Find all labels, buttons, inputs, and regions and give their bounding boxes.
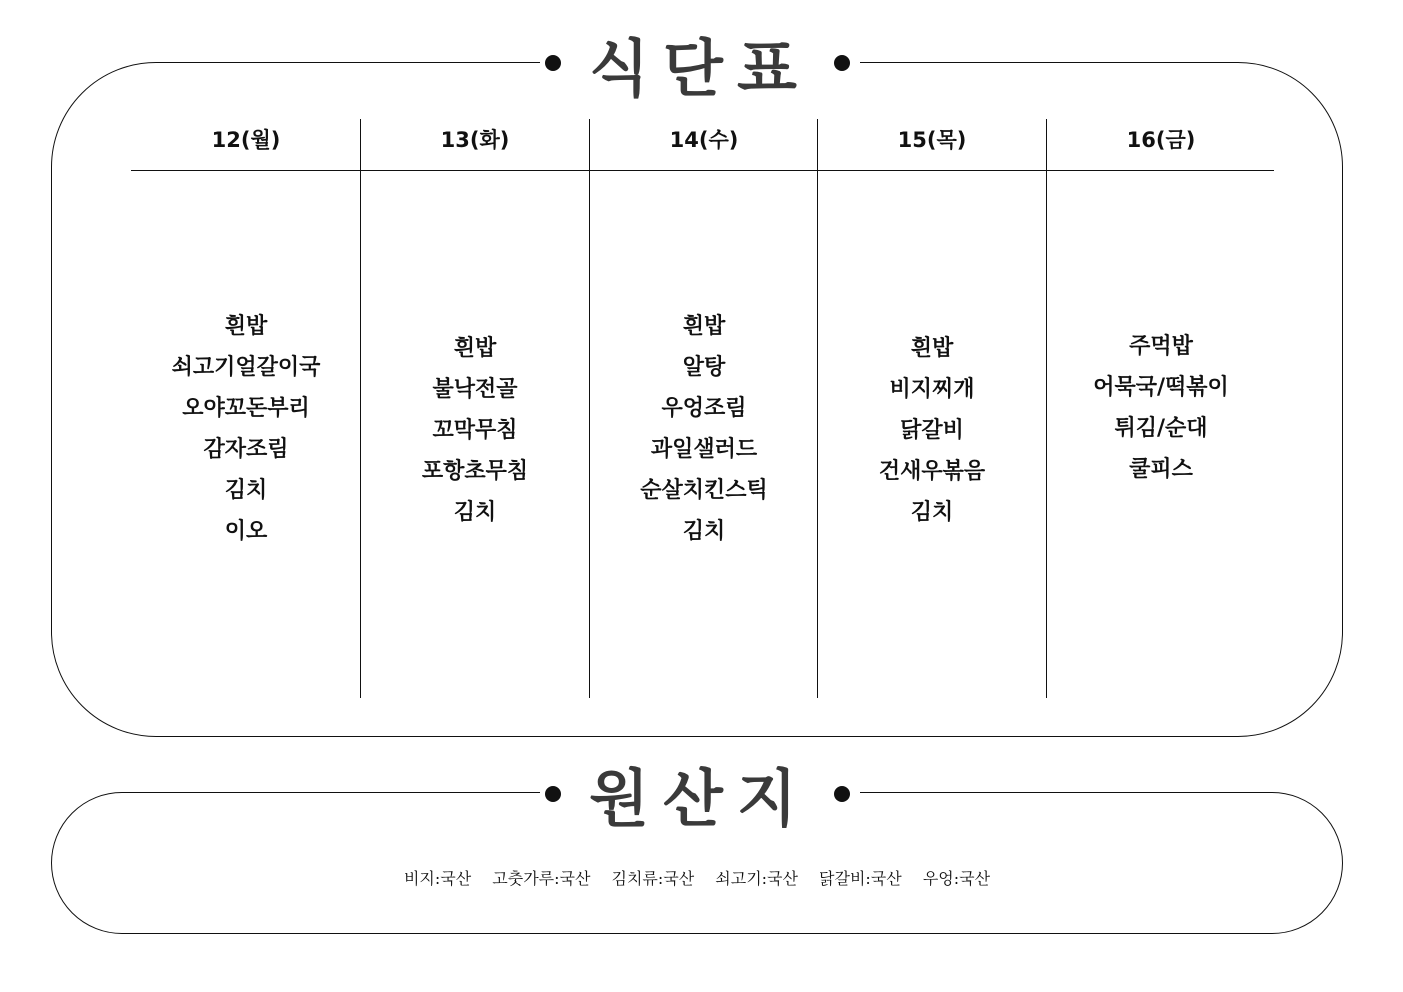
dish-item: 불낙전골 xyxy=(432,377,518,402)
day-header-mon: 12(월) xyxy=(211,128,281,152)
dish-list-wed xyxy=(590,306,818,552)
origin-item: 우엉:국산 xyxy=(922,869,991,888)
origin-item: 닭갈비:국산 xyxy=(819,869,902,888)
dish-item: 우엉조림 xyxy=(661,396,747,421)
dish-item: 흰밥 xyxy=(682,314,726,339)
dish-item: 쿨피스 xyxy=(1129,457,1193,482)
dish-list-thu xyxy=(818,328,1046,533)
dish-list-fri xyxy=(1047,326,1275,490)
header-divider xyxy=(131,170,1274,171)
dish-item: 김치 xyxy=(224,478,268,503)
dish-item: 이오 xyxy=(224,519,268,544)
origin-item: 고춧가루:국산 xyxy=(492,869,591,888)
dish-item: 튀김/순대 xyxy=(1114,416,1208,441)
dish-item: 건새우볶음 xyxy=(878,459,986,484)
day-header-fri: 16(금) xyxy=(1126,128,1196,152)
dish-item: 흰밥 xyxy=(224,314,268,339)
origin-title: 원산지 xyxy=(589,762,811,835)
dish-item: 흰밥 xyxy=(453,336,497,361)
dish-item: 주먹밥 xyxy=(1129,334,1193,359)
dish-item: 순살치킨스틱 xyxy=(640,478,768,503)
menu-title: 식단표 xyxy=(589,32,811,105)
dish-list-tue xyxy=(361,328,589,533)
day-header-thu: 15(목) xyxy=(897,128,967,152)
menu-title-left-dot xyxy=(545,55,561,71)
origin-item: 쇠고기:국산 xyxy=(715,869,798,888)
dish-item: 어묵국/떡볶이 xyxy=(1093,375,1229,400)
origin-item: 비지:국산 xyxy=(403,869,472,888)
origin-list xyxy=(80,868,1314,890)
dish-item: 감자조림 xyxy=(203,437,289,462)
dish-item: 과일샐러드 xyxy=(650,437,758,462)
day-header-tue: 13(화) xyxy=(440,128,510,152)
dish-item: 닭갈비 xyxy=(900,418,964,443)
origin-item: 김치류:국산 xyxy=(611,869,695,888)
dish-item: 비지찌개 xyxy=(889,377,975,402)
dish-item: 김치 xyxy=(453,500,497,525)
day-header-wed: 14(수) xyxy=(669,128,739,152)
dish-item: 김치 xyxy=(910,500,954,525)
dish-item: 쇠고기얼갈이국 xyxy=(171,355,321,380)
dish-list-mon xyxy=(132,306,360,552)
origin-title-left-dot xyxy=(545,786,561,802)
dish-item: 흰밥 xyxy=(910,336,954,361)
dish-item: 알탕 xyxy=(682,355,726,380)
dish-item: 김치 xyxy=(682,519,726,544)
dish-item: 포항초무침 xyxy=(421,459,529,484)
dish-item: 꼬막무침 xyxy=(432,418,518,443)
dish-item: 오야꼬돈부리 xyxy=(182,396,310,421)
